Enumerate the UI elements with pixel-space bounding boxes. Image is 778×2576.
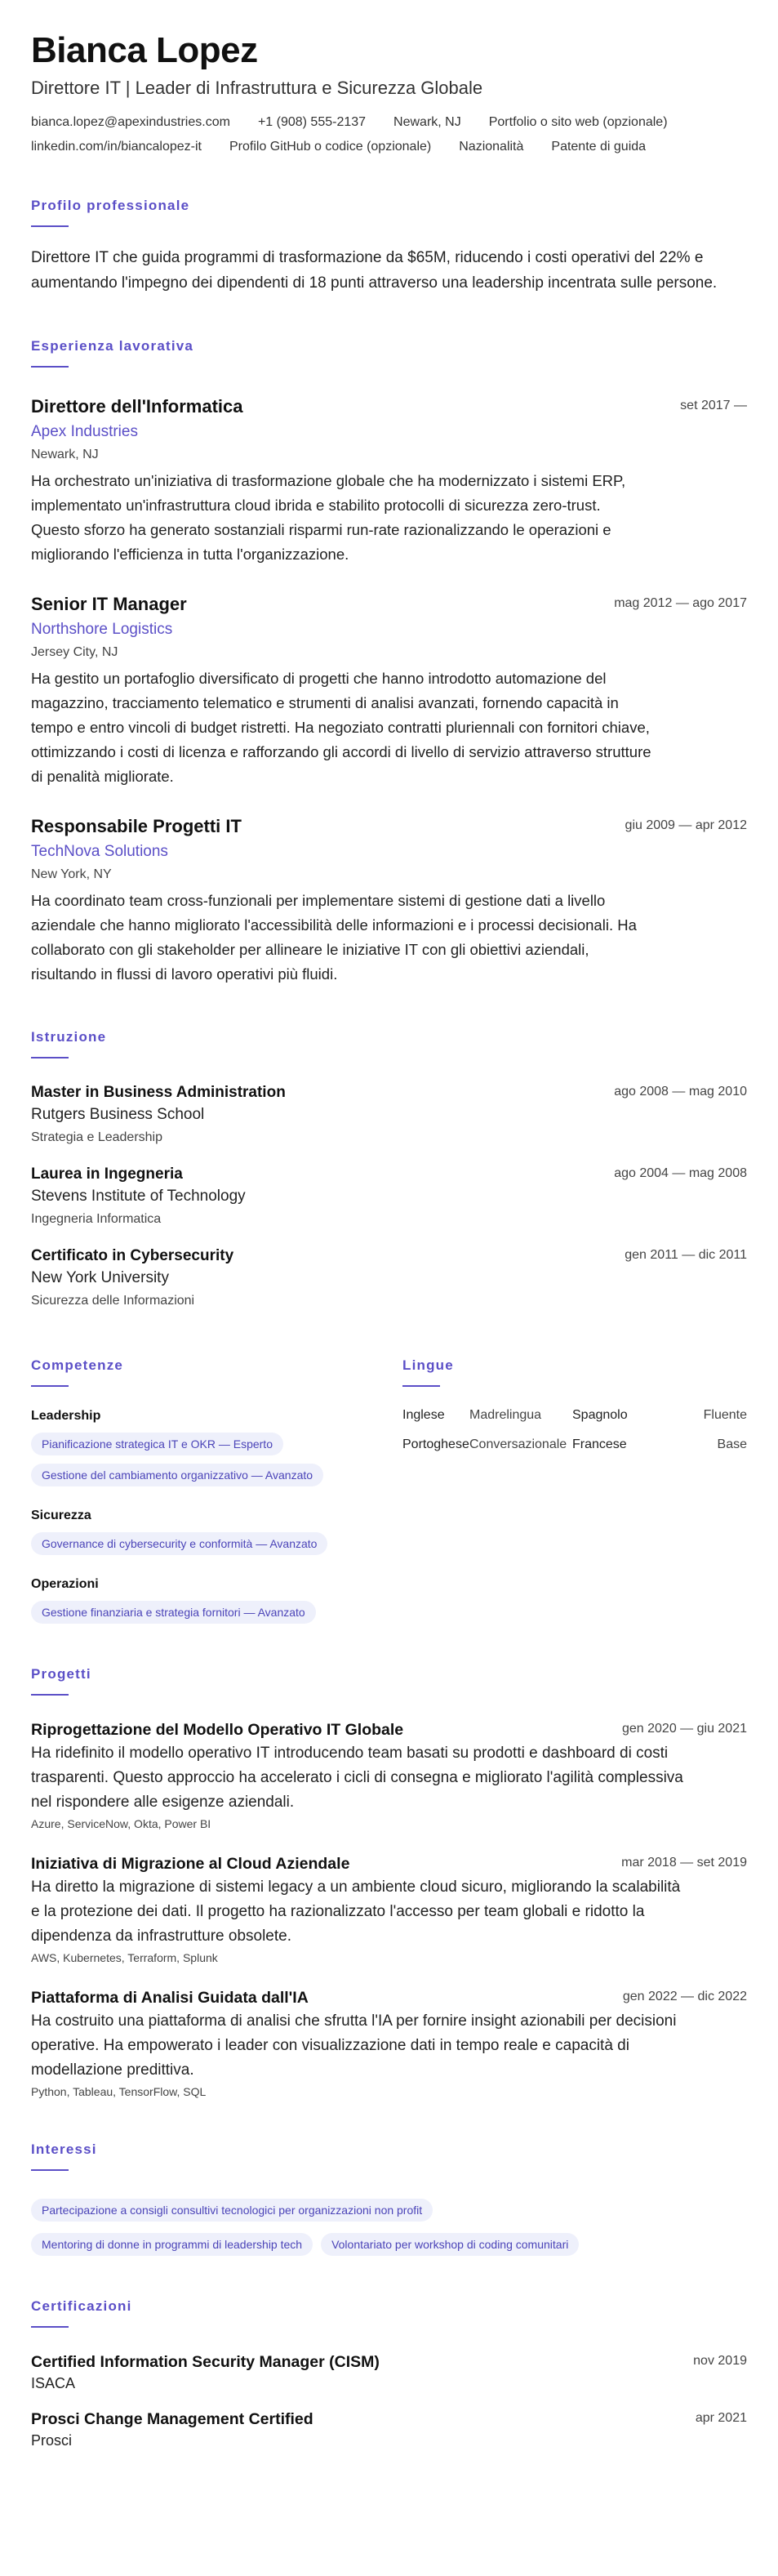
job-company: Northshore Logistics <box>31 621 173 638</box>
project-date: mar 2018 — set 2019 <box>621 1856 747 1870</box>
degree-title: Certificato in Cybersecurity <box>31 1247 234 1264</box>
skill-group-title: Sicurezza <box>31 1509 91 1522</box>
section-title: Lingue <box>402 1357 454 1373</box>
school-name: Stevens Institute of Technology <box>31 1188 246 1205</box>
job-company: Apex Industries <box>31 423 138 440</box>
section-divider <box>402 1385 440 1387</box>
education-item <box>31 1083 747 1147</box>
skills-languages-row <box>31 1357 747 1624</box>
certification-issuer: ISACA <box>31 2375 76 2391</box>
degree-title: Master in Business Administration <box>31 1084 286 1101</box>
project-item <box>31 1720 747 1831</box>
contact-license: Patente di guida <box>551 140 647 154</box>
languages-section <box>402 1357 747 1624</box>
job-description: Ha gestito un portafoglio diversificato di progetti che hanno introdotto automazione del magazzino, tracciamento telematico e strumenti di analisi avanzati, fornendo capacità in tempo e entro vincoli di budget ristretti. Ha negoziato contratti pluriennali con fornitori chiave, ottimizzando i costi di licenza e rafforzando gli accordi di livello di servizio attraverso strutture di penalità migliorate. <box>31 670 651 785</box>
project-title: Riprogettazione del Modello Operativo IT Globale <box>31 1721 404 1739</box>
section-title: Progetti <box>31 1666 91 1682</box>
skill-group <box>31 1408 402 1486</box>
school-name: Rutgers Business School <box>31 1106 205 1123</box>
project-tech: AWS, Kubernetes, Terraform, Splunk <box>31 1951 218 1964</box>
skill-group <box>31 1508 402 1555</box>
section-divider <box>31 1694 69 1696</box>
certification-item <box>31 2352 747 2393</box>
experience-list <box>31 395 747 987</box>
contact-github[interactable]: Profilo GitHub o codice (opzionale) <box>229 140 432 154</box>
contact-portfolio[interactable]: Portfolio o sito web (opzionale) <box>488 115 668 129</box>
skill-group-title: Operazioni <box>31 1577 99 1591</box>
section-title: Profilo professionale <box>31 198 190 213</box>
language-level: Madrelingua <box>469 1408 542 1422</box>
experience-item <box>31 815 747 987</box>
certification-date: nov 2019 <box>693 2354 747 2368</box>
experience-section <box>31 338 747 987</box>
certification-list <box>31 2352 747 2450</box>
interest-chip: Partecipazione a consigli consultivi tecnologici per organizzazioni non profit <box>31 2199 433 2222</box>
project-title: Iniziativa di Migrazione al Cloud Aziendale <box>31 1855 350 1873</box>
skill-chip: Gestione del cambiamento organizzativo — Avanzato <box>31 1464 323 1486</box>
skill-group <box>31 1576 402 1624</box>
degree-title: Laurea in Ingegneria <box>31 1165 183 1183</box>
project-item <box>31 1988 747 2099</box>
job-date: giu 2009 — apr 2012 <box>625 818 747 832</box>
project-description: Ha ridefinito il modello operativo IT introducendo team basati su prodotti e dashboard di costi trasparenti. Questo approccio ha accelerato i cicli di consegna e migliorato l'agilità complessiva nel rispondere alle esigenze aziendali. <box>31 1745 683 1811</box>
job-date: mag 2012 — ago 2017 <box>614 596 747 610</box>
contact-phone[interactable]: +1 (908) 555-2137 <box>257 115 367 129</box>
section-title: Interessi <box>31 2141 97 2157</box>
skill-chip: Governance di cybersecurity e conformità — Avanzato <box>31 1532 327 1555</box>
candidate-headline: Direttore IT | Leader di Infrastruttura e Sicurezza Globale <box>31 78 483 98</box>
section-divider <box>31 2326 69 2328</box>
skill-chip: Pianificazione strategica IT e OKR — Esperto <box>31 1433 283 1455</box>
study-field: Sicurezza delle Informazioni <box>31 1294 195 1308</box>
project-date: gen 2020 — giu 2021 <box>621 1722 747 1736</box>
interest-chip: Mentoring di donne in programmi di leadership tech <box>31 2233 313 2256</box>
job-description: Ha coordinato team cross-funzionali per implementare sistemi di gestione dati a livello aziendale che hanno migliorato l'accessibilità delle informazioni e i processi decisionali. Ha collaborato con gli stakeholder per allineare le iniziative IT con gli obiettivi aziendali, risultando in flussi di lavoro operativi più fluidi. <box>31 892 637 983</box>
certification-title: Prosci Change Management Certified <box>31 2410 313 2428</box>
section-divider <box>31 1385 69 1387</box>
education-section <box>31 1029 747 1310</box>
job-title: Responsabile Progetti IT <box>31 816 242 836</box>
experience-item <box>31 593 747 789</box>
project-title: Piattaforma di Analisi Guidata dall'IA <box>31 1989 309 2007</box>
study-field: Strategia e Leadership <box>31 1130 162 1144</box>
project-date: gen 2022 — dic 2022 <box>622 1990 747 2003</box>
section-title: Istruzione <box>31 1029 107 1045</box>
interest-chip: Volontariato per workshop di coding comunitari <box>321 2233 579 2256</box>
section-divider <box>31 2169 69 2171</box>
language-name: Spagnolo <box>572 1408 628 1422</box>
resume-header <box>31 31 747 155</box>
certifications-section <box>31 2298 747 2450</box>
language-name: Portoghese <box>402 1437 469 1451</box>
degree-date: ago 2008 — mag 2010 <box>614 1085 747 1099</box>
job-company: TechNova Solutions <box>31 843 168 860</box>
language-level: Conversazionale <box>469 1437 567 1451</box>
job-location: Jersey City, NJ <box>31 645 118 659</box>
language-level: Fluente <box>703 1408 747 1422</box>
skills-section <box>31 1357 402 1624</box>
job-location: New York, NY <box>31 867 112 881</box>
job-date: set 2017 — <box>680 399 747 412</box>
certification-title: Certified Information Security Manager (CISM) <box>31 2353 380 2371</box>
interest-list <box>31 2187 747 2256</box>
section-divider <box>31 225 69 227</box>
project-tech: Python, Tableau, TensorFlow, SQL <box>31 2085 207 2098</box>
contact-nationality: Nazionalità <box>459 140 524 154</box>
education-item <box>31 1246 747 1310</box>
interests-section <box>31 2141 747 2256</box>
job-title: Senior IT Manager <box>31 594 187 614</box>
section-title: Esperienza lavorativa <box>31 338 194 354</box>
job-location: Newark, NJ <box>31 448 99 461</box>
skill-chip: Gestione finanziaria e strategia fornitori — Avanzato <box>31 1601 316 1624</box>
section-divider <box>31 1057 69 1058</box>
section-divider <box>31 366 69 368</box>
job-title: Direttore dell'Informatica <box>31 396 243 417</box>
contact-linkedin[interactable]: linkedin.com/in/biancalopez-it <box>31 140 202 154</box>
skill-group-title: Leadership <box>31 1409 101 1423</box>
section-title: Certificazioni <box>31 2298 132 2314</box>
language-name: Francese <box>572 1437 627 1451</box>
contact-location: Newark, NJ <box>393 115 461 129</box>
summary-text: Direttore IT che guida programmi di trasformazione da $65M, riducendo i costi operativi del 22% e aumentando l'impegno dei dipendenti di 18 punti attraverso una leadership incentrata sulle persone. <box>31 249 718 292</box>
certification-item <box>31 2409 747 2450</box>
language-list <box>402 1408 747 1452</box>
job-description: Ha orchestrato un'iniziativa di trasformazione globale che ha modernizzato i sistemi ERP, implementato un'infrastruttura cloud ibrida e stabilito protocolli di sicurezza zero-trust. Questo sforzo ha generato sostanziali risparmi run-rate razionalizzando le operazioni e migliorando l'efficienza in tutta l'organizzazione. <box>31 472 626 563</box>
degree-date: gen 2011 — dic 2011 <box>625 1248 747 1262</box>
experience-item <box>31 395 747 567</box>
education-list <box>31 1083 747 1310</box>
study-field: Ingegneria Informatica <box>31 1212 162 1226</box>
education-item <box>31 1165 747 1228</box>
project-tech: Azure, ServiceNow, Okta, Power BI <box>31 1817 211 1830</box>
school-name: New York University <box>31 1269 169 1286</box>
certification-issuer: Prosci <box>31 2432 73 2449</box>
project-item <box>31 1854 747 1965</box>
language-name: Inglese <box>402 1408 445 1422</box>
projects-section <box>31 1666 747 2099</box>
project-description: Ha diretto la migrazione di sistemi legacy a un ambiente cloud sicuro, migliorando la scalabilità e la protezione dei dati. Il progetto ha razionalizzato l'accesso per team globali e ridotto la dipendenza da infrastrutture obsolete. <box>31 1879 681 1945</box>
contact-email[interactable]: bianca.lopez@apexindustries.com <box>31 115 230 129</box>
project-description: Ha costruito una piattaforma di analisi che sfrutta l'IA per fornire insight azionabili per decisioni operative. Ha empowerato i leader con visualizzazione dati in tempo reale e capacità di modellazione predittiva. <box>31 2012 677 2079</box>
candidate-name: Bianca Lopez <box>31 30 258 70</box>
section-title: Competenze <box>31 1357 124 1373</box>
certification-date: apr 2021 <box>695 2411 747 2425</box>
summary-section <box>31 198 747 296</box>
project-list <box>31 1720 747 2099</box>
degree-date: ago 2004 — mag 2008 <box>614 1166 747 1180</box>
language-level: Base <box>717 1437 747 1451</box>
contact-list <box>31 114 747 155</box>
